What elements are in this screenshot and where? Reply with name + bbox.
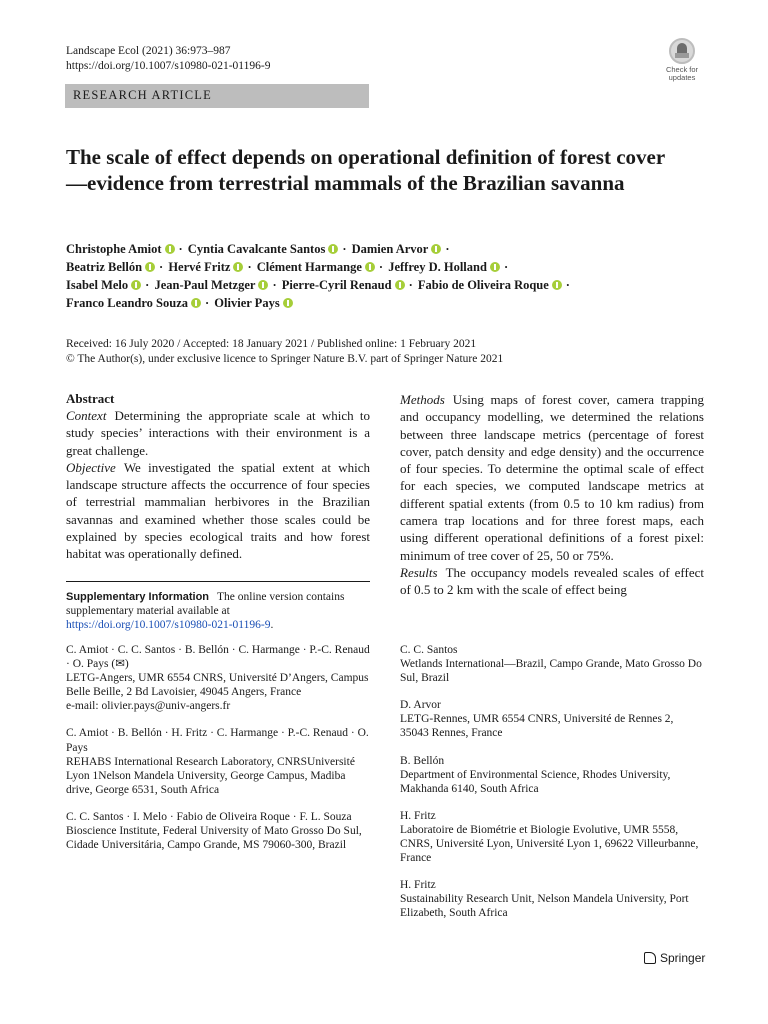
orcid-icon[interactable]: [395, 280, 405, 290]
affiliation-email[interactable]: e-mail: olivier.pays@univ-angers.fr: [66, 700, 231, 713]
affiliation-block: [400, 809, 704, 865]
author-name: Franco Leandro Souza: [66, 296, 203, 310]
publisher-name: Springer: [660, 951, 706, 965]
abstract-methods: [400, 391, 704, 564]
methods-label: Methods: [400, 392, 445, 407]
affiliation-address: LETG-Rennes, UMR 6554 CNRS, Université de Rennes 2, 35043 Rennes, France: [400, 713, 674, 740]
author-name: Christophe Amiot: [66, 242, 177, 256]
abstract-heading: Abstract: [66, 391, 115, 406]
affiliation-names: C. C. Santos: [400, 644, 458, 656]
author-list: Christophe Amiot · Cyntia Cavalcante Santos · Damien Arvor · Beatriz Bellón · Hervé Fritz · Clément Harmange · Jeffrey D. Holland · Isabel Melo · Jean-Paul Metzger · Pierre-Cyril Renaud · Fabio de Oliveira Roque · Franco Leandro Souza · Olivier Pays: [66, 242, 570, 310]
orcid-icon[interactable]: [145, 262, 155, 272]
orcid-icon[interactable]: [131, 280, 141, 290]
author-name: Hervé Fritz: [168, 260, 245, 274]
author-name: Beatriz Bellón: [66, 260, 157, 274]
objective-label: Objective: [66, 459, 116, 475]
orcid-icon[interactable]: [552, 280, 562, 290]
footnote-divider: [66, 581, 370, 582]
affiliations-left: [66, 643, 370, 865]
journal-citation: [66, 44, 270, 74]
results-text: The occupancy models revealed scales of effect of 0.5 to 2 km with the scale of effect being: [400, 564, 704, 598]
author-name: Fabio de Oliveira Roque: [418, 278, 564, 292]
orcid-icon[interactable]: [328, 244, 338, 254]
author-name: Clément Harmange: [257, 260, 377, 274]
article-type-banner: RESEARCH ARTICLE: [65, 84, 369, 108]
author-name: Olivier Pays: [214, 296, 294, 310]
orcid-icon[interactable]: [258, 280, 268, 290]
affiliation-block: [400, 754, 704, 796]
journal-line: Landscape Ecol (2021) 36:973–987: [66, 45, 231, 57]
check-for-updates-badge[interactable]: [662, 38, 702, 82]
abstract-column-right: [400, 391, 704, 599]
author-name: Isabel Melo: [66, 278, 143, 292]
affiliation-address: LETG-Angers, UMR 6554 CNRS, Université D’Angers, Campus Belle Beille, 2 Bd Lavoisier, 49045 Angers, France: [66, 672, 369, 699]
affiliation-block: [400, 698, 704, 740]
context-text: Determining the appropriate scale at which to study species’ interactions with their environment is a great challenge.: [66, 408, 370, 458]
orcid-icon[interactable]: [490, 262, 500, 272]
doi-line[interactable]: https://doi.org/10.1007/s10980-021-01196-9: [66, 60, 271, 72]
author-name: Jeffrey D. Holland: [388, 260, 502, 274]
affiliation-names: B. Bellón: [400, 754, 445, 767]
orcid-icon[interactable]: [365, 262, 375, 272]
orcid-icon[interactable]: [233, 262, 243, 272]
objective-text: We investigated the spatial extent at which landscape structure affects the occurrence of four species of terrestrial mammalian herbivores in the Brazilian savannas and examined whether those scales could be explained by species ecological traits and how forest habitat was operationally defined.: [66, 459, 370, 562]
affiliation-names: C. Amiot · B. Bellón · H. Fritz · C. Harmange · P.-C. Renaud · O. Pays: [66, 727, 369, 754]
context-label: Context: [66, 408, 107, 423]
author-name: Pierre-Cyril Renaud: [282, 278, 407, 292]
supplementary-text: The online version contains supplementary material available at: [66, 591, 345, 617]
affiliation-names: C. Amiot · C. C. Santos · B. Bellón · C. Harmange · P.-C. Renaud · O. Pays (✉): [66, 644, 370, 671]
abstract-objective: [66, 459, 370, 563]
affiliation-block: [400, 878, 704, 920]
affiliation-address: Wetlands International—Brazil, Campo Grande, Mato Grosso Do Sul, Brazil: [400, 658, 702, 685]
affiliation-names: C. C. Santos · I. Melo · Fabio de Oliveira Roque · F. L. Souza: [66, 810, 352, 823]
supplementary-info: Supplementary Information The online version contains supplementary material available at https://doi.org/10.1007/s10980-021-01196-9.: [66, 591, 345, 631]
methods-text: Using maps of forest cover, camera trapping and occupancy modelling, we determined the relations between three landscape metrics (percentage of forest cover, patch density and edge density) and the occurrence of four species. To determine the optimal scale of effect for each species, we computed landscape metrics at different spatial extents (from 0.5 to 10 km radius) from camera trap locations and for three forest maps, each using different operational definitions of a forest pixel: minimum of tree cover of 25, 50 or 75%.: [400, 392, 704, 563]
orcid-icon[interactable]: [191, 298, 201, 308]
publisher-logo: [644, 951, 705, 965]
publication-dates: [66, 337, 706, 367]
affiliation-address: Department of Environmental Science, Rhodes University, Makhanda 6140, South Africa: [400, 768, 671, 795]
affiliation-block: [400, 643, 704, 685]
affiliation-address: Sustainability Research Unit, Nelson Mandela University, Port Elizabeth, South Africa: [400, 893, 689, 920]
abstract-column-left: [66, 391, 370, 563]
history-line: Received: 16 July 2020 / Accepted: 18 January 2021 / Published online: 1 February 2021: [66, 338, 477, 350]
author-name: Cyntia Cavalcante Santos: [188, 242, 341, 256]
abstract-results: [400, 564, 704, 599]
author-name: Jean-Paul Metzger: [154, 278, 270, 292]
abstract-context: [66, 407, 370, 459]
affiliation-names: H. Fritz: [400, 879, 436, 892]
affiliation-address: REHABS International Research Laboratory, CNRSUniversité Lyon 1Nelson Mandela University, George Campus, Madiba drive, George 6531, South Africa: [66, 755, 355, 796]
author-name: Damien Arvor: [352, 242, 444, 256]
supplementary-link[interactable]: https://doi.org/10.1007/s10980-021-01196-9: [66, 619, 271, 631]
springer-horse-icon: [644, 952, 656, 964]
affiliation-block: [66, 810, 370, 852]
orcid-icon[interactable]: [283, 298, 293, 308]
affiliation-names: H. Fritz: [400, 809, 436, 822]
orcid-icon[interactable]: [165, 244, 175, 254]
affiliation-block: [66, 643, 370, 713]
supplementary-label: Supplementary Information: [66, 591, 210, 603]
affiliation-address: Bioscience Institute, Federal University of Mato Grosso Do Sul, Cidade Universitária, Campo Grande, MS 79060-300, Brazil: [66, 825, 362, 852]
copyright-line: © The Author(s), under exclusive licence to Springer Nature B.V. part of Springer Nature 2021: [66, 353, 504, 365]
affiliations-right: [400, 643, 704, 934]
orcid-icon[interactable]: [431, 244, 441, 254]
affiliation-address: Laboratoire de Biométrie et Biologie Evolutive, UMR 5558, CNRS, Université Lyon, Université Lyon 1, 69622 Villeurbanne, France: [400, 823, 699, 865]
check-updates-label: Check for updates: [665, 65, 699, 82]
results-label: Results: [400, 564, 438, 580]
affiliation-names: D. Arvor: [400, 699, 441, 712]
bookmark-icon: [669, 38, 695, 64]
article-title: The scale of effect depends on operational definition of forest cover—evidence from terrestrial mammals of the Brazilian savanna: [66, 145, 666, 195]
affiliation-block: [66, 726, 370, 796]
